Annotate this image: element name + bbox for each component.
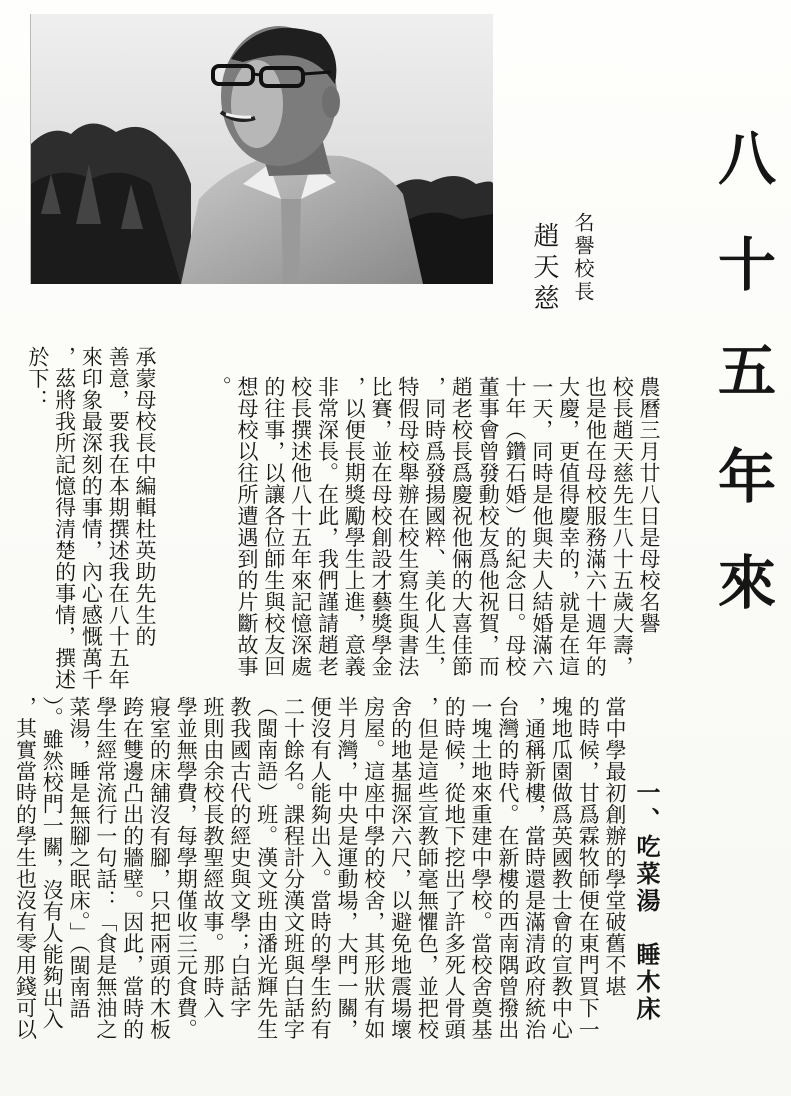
text-column: 趙老校長爲慶祝他倆的大喜佳節 [449,376,474,677]
portrait-photo [30,14,493,284]
text-column: 的時候，甘爲霖牧師便在東門買下一 [576,696,601,1040]
text-column: 承蒙母校長中編輯杜英助先生的 [133,346,157,647]
text-column: 舍的地基掘深六尺，以避免地震場壞 [388,696,413,1040]
text-column: 一塊土地來重建中學校。當校舍奠基 [469,696,494,1040]
text-column: 善意，要我在本期撰述我在八十五年 [106,346,131,690]
editor-note-paragraph [16,346,158,690]
text-column: 二十餘名。課程計分漢文班與白話字 [281,696,306,1040]
text-column: ）。雖然校門一關，沒有人能夠出入 [40,696,65,1030]
section-body [13,696,628,1088]
text-column: 農曆三月廿八日是母校名譽 [637,376,661,634]
caption-role: 名譽校長 [571,212,595,304]
text-column: 校長撰述他八十五年來記憶深處 [288,376,313,677]
text-column: 一天，同時是他與夫人結婚滿六 [529,376,554,677]
portrait-illustration [31,14,493,284]
section-heading: 一、吃菜湯 睡木床 [632,780,660,1023]
text-column: 便沒有人能夠出入。當時的學生約有 [308,696,333,1040]
text-column: 校長趙天慈先生八十五歲大壽， [610,376,635,677]
text-column: 教我國古代的經史與文學；白話字 [227,696,252,1019]
text-column: 當中學最初創辦的學堂破舊不堪 [603,696,627,997]
text-column: 。 [208,376,233,398]
text-column: 學並無學費，每學期僅收三元食費。 [174,696,199,1040]
text-column: 比賽，並在母校創設才藝獎學金 [369,376,394,677]
text-column: 塊地瓜園做爲英國教士會的宣教中心 [549,696,574,1040]
article-title: 八十五年來 [708,128,776,658]
text-column: （閩南語）班。漢文班由潘光輝先生 [254,696,279,1040]
text-column: 董事會曾發動校友爲他祝賀，而 [476,376,501,677]
text-column: 半月灣，中央是運動場，大門一關， [335,696,360,1040]
text-column: 菜湯，睡是無腳之眠床。」（閩南語 [67,696,92,1019]
text-column: 班則由余校長教聖經故事。那時入 [201,696,226,1019]
text-column: 大慶，更值得慶幸的，就是在這 [556,376,581,677]
text-column: 於下： [25,346,50,411]
text-column: ，但是這些宣教師毫無懼色，並把校 [415,696,440,1040]
text-column: 台灣的時代。在新樓的西南隅曾撥出 [495,696,520,1040]
text-column: 想母校以往所遭遇到的片斷故事 [235,376,260,677]
text-column: 房屋。這座中學的校舍，其形狀有如 [361,696,386,1040]
text-column: 十年（鑽石婚）的紀念日。母校 [503,376,528,677]
text-column: 學生經常流行一句話：「食是無油之 [93,696,118,1040]
text-column: 來印象最深刻的事情，內心感慨萬千 [79,346,104,690]
text-column: ，其實當時的學生也沒有零用錢可以 [13,696,38,1040]
text-column: 非常深長。在此，我們謹請趙老 [315,376,340,677]
text-column: 特假母校舉辦在校生寫生與書法 [395,376,420,677]
text-column: 跨在雙邊凸出的牆壁。因此，當時的 [120,696,145,1040]
intro-paragraph [208,376,662,686]
text-column: ，以便長期獎勵學生上進，意義 [342,376,367,677]
text-column: ，通稱新樓，當時還是滿清政府統治 [522,696,547,1040]
text-column: 的時候，從地下挖出了許多死人骨頭 [442,696,467,1040]
text-column: 也是他在母校服務滿六十週年的 [583,376,608,677]
caption-name: 趙天慈 [529,222,559,315]
text-column: ，同時爲發揚國粹、美化人生， [422,376,447,677]
text-column: 寢室的床舖沒有腳，只把兩頭的木板 [147,696,172,1040]
text-column: ，茲將我所記憶得清楚的事情，撰述 [52,346,77,690]
text-column: 的往事，以讓各位師生與校友回 [261,376,286,677]
